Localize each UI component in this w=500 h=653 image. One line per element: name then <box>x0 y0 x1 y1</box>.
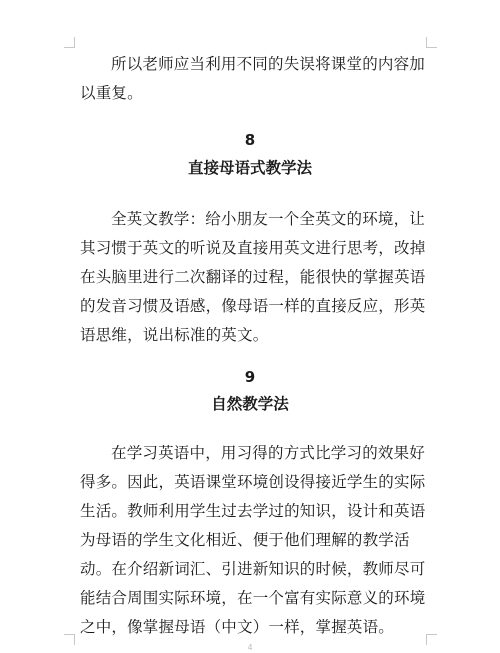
crop-mark-top-right-vertical <box>426 37 427 48</box>
section-number-8: 8 <box>244 131 256 149</box>
section-number-9: 9 <box>244 368 256 386</box>
section-body-9: 在学习英语中，用习得的方式比学习的效果好得多。因此，英语课堂环境创设得接近学生的实际生活。教师利用学生过去学过的知识，设计和英语为母语的学生文化相近、便于他们理解的教学活动。在介绍新词汇、引进新知识的时候，教师尽可能结合周围实际环境，在一个富有实际意义的环境之中，像掌握母语（中文）一样，掌握英语。 <box>80 444 426 636</box>
section-heading-9: 自然教学法 <box>211 395 289 413</box>
page-number: 4 <box>247 643 253 652</box>
section-body-8: 全英文教学：给小朋友一个全英文的环境，让其习惯于英文的听说及直接用英文进行思考，改掉在头脑里进行二次翻译的过程，能很快的掌握英语的发音习惯及语感，像母语一样的直接反应，形英语思维，说出标准的英文。 <box>80 210 426 344</box>
crop-mark-top-left-vertical <box>74 37 75 48</box>
crop-mark-top-right <box>426 47 437 48</box>
intro-paragraph: 所以老师应当利用不同的失误将课堂的内容加以重复。 <box>80 55 426 102</box>
section-heading-8: 直接母语式教学法 <box>187 159 312 177</box>
